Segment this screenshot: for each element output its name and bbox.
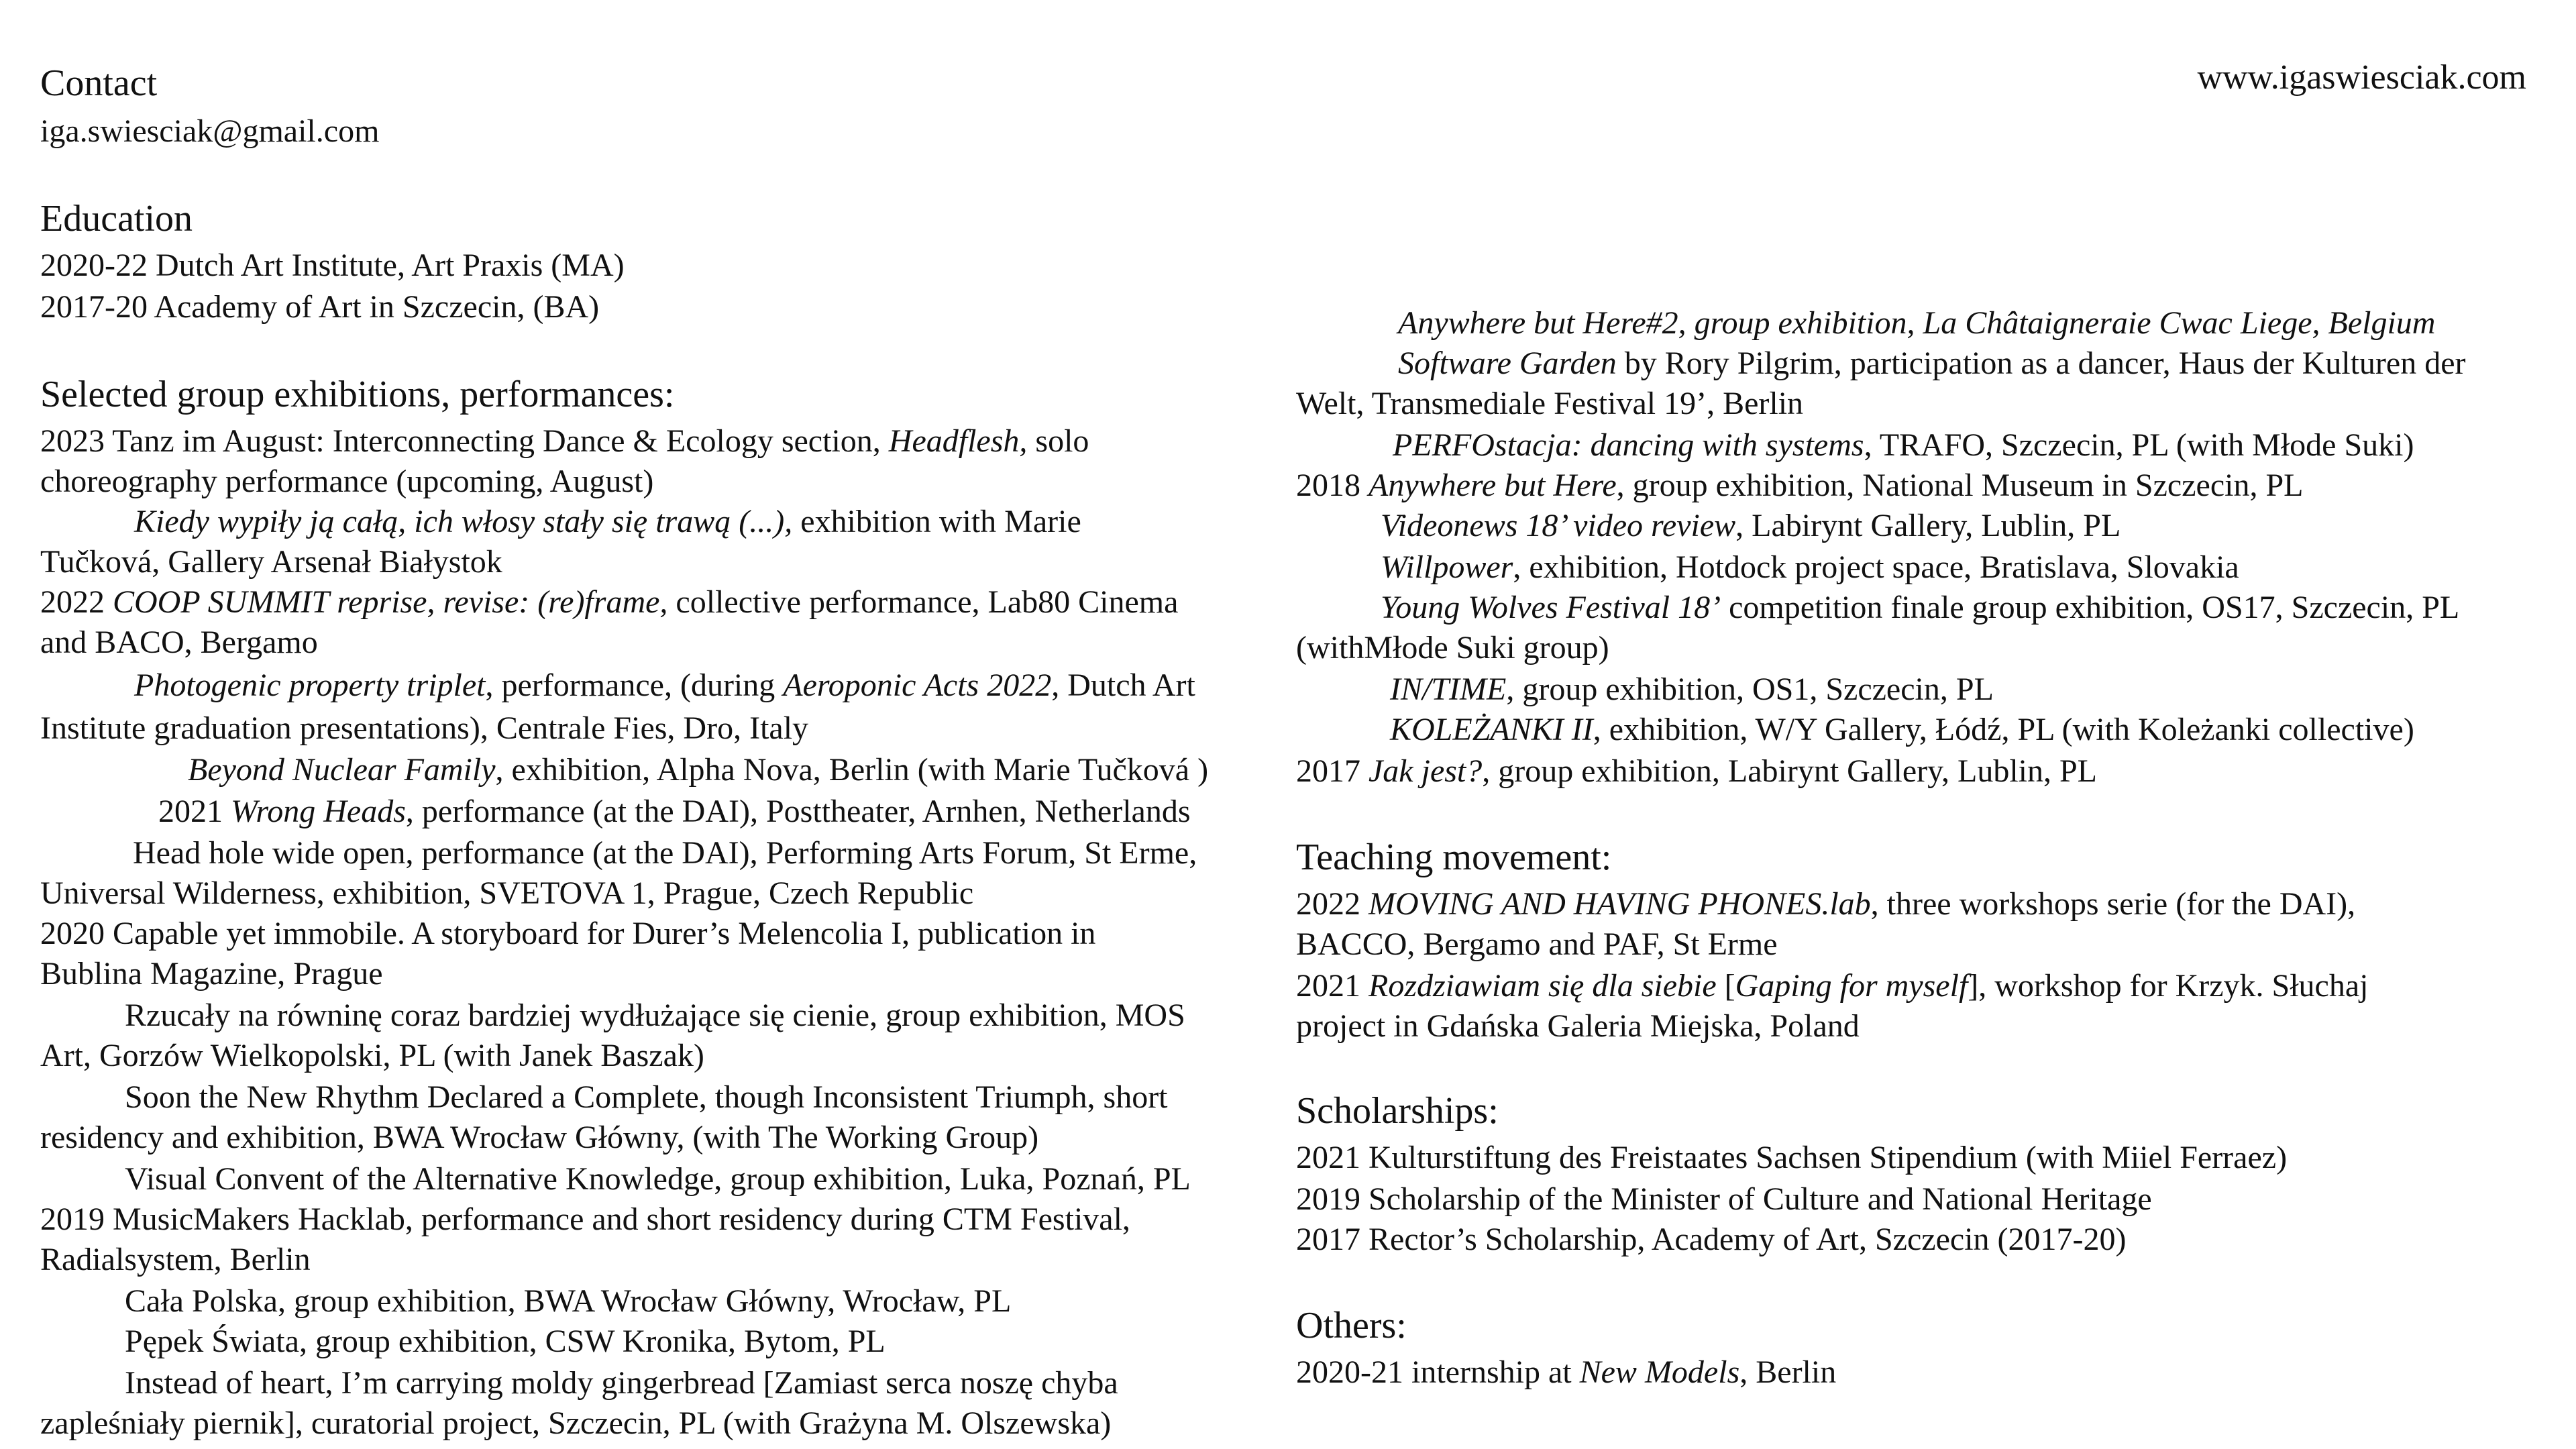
exhibition-line: Photogenic property triplet, performance, (during Aeroponic Acts 2022, Dutch Art [134,667,1195,703]
exhibition-line: Bublina Magazine, Prague [40,956,383,991]
teaching-line: 2022 MOVING AND HAVING PHONES.lab, three workshops serie (for the DAI), [1296,886,2356,922]
scholarship-item: 2021 Kulturstiftung des Freistaates Sachsen Stipendium (with Miiel Ferraez) [1296,1140,2288,1175]
exhibition-line: zapleśniały piernik], curatorial project, Szczecin, PL (with Grażyna M. Olszewska) [40,1405,1112,1441]
website-link[interactable]: www.igaswiesciak.com [2197,58,2526,97]
teaching-line: project in Gdańska Galeria Miejska, Poland [1296,1008,1860,1044]
exhibition-line: Radialsystem, Berlin [40,1242,311,1277]
scholarships-heading: Scholarships: [1296,1090,1499,1132]
exhibition-line: residency and exhibition, BWA Wrocław Główny, (with The Working Group) [40,1120,1039,1155]
exhibition-line: 2022 COOP SUMMIT reprise, revise: (re)frame, collective performance, Lab80 Cinema [40,584,1179,620]
exhibition-line: Pępek Świata, group exhibition, CSW Kronika, Bytom, PL [125,1324,885,1359]
others-line: 2020-21 internship at New Models, Berlin [1296,1354,1837,1390]
exhibition-line: choreography performance (upcoming, August) [40,464,654,499]
exhibition-line: Soon the New Rhythm Declared a Complete, though Inconsistent Triumph, short [125,1079,1168,1115]
teaching-heading: Teaching movement: [1296,837,1612,878]
teaching-line: 2021 Rozdziawiam się dla siebie [Gaping for myself], workshop for Krzyk. Słuchaj [1296,968,2369,1004]
exhibition-line: 2023 Tanz im August: Interconnecting Dance & Ecology section, Headflesh, solo [40,423,1089,459]
exhibition-line: Willpower, exhibition, Hotdock project space, Bratislava, Slovakia [1381,549,2239,585]
exhibition-line: Cała Polska, group exhibition, BWA Wrocław Główny, Wrocław, PL [125,1283,1012,1319]
exhibition-line: Kiedy wypiły ją całą, ich włosy stały się trawą (...), exhibition with Marie [134,504,1081,539]
exhibition-line: and BACO, Bergamo [40,625,318,660]
exhibition-line: 2020 Capable yet immobile. A storyboard for Durer’s Melencolia I, publication in [40,916,1096,951]
exhibition-line: 2019 MusicMakers Hacklab, performance and short residency during CTM Festival, [40,1201,1130,1237]
exhibition-line: 2021 Wrong Heads, performance (at the DAI), Posttheater, Arnhen, Netherlands [158,794,1191,829]
education-item: 2020-22 Dutch Art Institute, Art Praxis (MA) [40,248,625,283]
exhibition-line: Software Garden by Rory Pilgrim, participation as a dancer, Haus der Kulturen der [1398,345,2466,381]
exhibition-line: Art, Gorzów Wielkopolski, PL (with Janek Baszak) [40,1038,704,1073]
contact-heading: Contact [40,62,158,104]
exhibition-line: Rzucały na równinę coraz bardziej wydłużające się cienie, group exhibition, MOS [125,998,1185,1033]
exhibition-line: KOLEŻANKI II, exhibition, W/Y Gallery, Łódź, PL (with Koleżanki collective) [1390,712,2414,747]
education-item: 2017-20 Academy of Art in Szczecin, (BA) [40,289,600,325]
teaching-line: BACCO, Bergamo and PAF, St Erme [1296,926,1778,962]
exhibition-line: Head hole wide open, performance (at the DAI), Performing Arts Forum, St Erme, [133,835,1197,871]
exhibition-line: Videonews 18’ video review, Labirynt Gallery, Lublin, PL [1381,508,2121,543]
exhibition-line: Anywhere but Here#2, group exhibition, La Châtaigneraie Cwac Liege, Belgium [1398,305,2436,341]
email-address[interactable]: iga.swiesciak@gmail.com [40,113,380,149]
exhibition-line: (withMłode Suki group) [1296,630,1609,665]
exhibition-line: Tučková, Gallery Arsenał Białystok [40,544,502,580]
exhibition-line: Institute graduation presentations), Centrale Fies, Dro, Italy [40,710,809,746]
exhibition-line: IN/TIME, group exhibition, OS1, Szczecin, PL [1390,672,1994,707]
scholarship-item: 2019 Scholarship of the Minister of Culture and National Heritage [1296,1181,2152,1217]
exhibition-line: Universal Wilderness, exhibition, SVETOVA 1, Prague, Czech Republic [40,875,974,911]
exhibition-line: Instead of heart, I’m carrying moldy gingerbread [Zamiast serca noszę chyba [125,1365,1118,1401]
scholarship-item: 2017 Rector’s Scholarship, Academy of Art, Szczecin (2017-20) [1296,1222,2127,1257]
exhibition-line: Welt, Transmediale Festival 19’, Berlin [1296,386,1804,421]
exhibition-line: Beyond Nuclear Family, exhibition, Alpha Nova, Berlin (with Marie Tučková ) [188,752,1209,788]
exhibition-line: 2017 Jak jest?, group exhibition, Labirynt Gallery, Lublin, PL [1296,753,2097,789]
exhibition-line: 2018 Anywhere but Here, group exhibition, National Museum in Szczecin, PL [1296,468,2304,503]
exhibition-line: Visual Convent of the Alternative Knowledge, group exhibition, Luka, Poznań, PL [125,1161,1191,1197]
others-heading: Others: [1296,1305,1407,1346]
exhibition-line: Young Wolves Festival 18’ competition finale group exhibition, OS17, Szczecin, PL [1381,590,2460,625]
exhibition-line: PERFOstacja: dancing with systems, TRAFO, Szczecin, PL (with Młode Suki) [1393,427,2414,463]
group-exhibitions-heading: Selected group exhibitions, performances: [40,374,675,415]
education-heading: Education [40,198,193,239]
